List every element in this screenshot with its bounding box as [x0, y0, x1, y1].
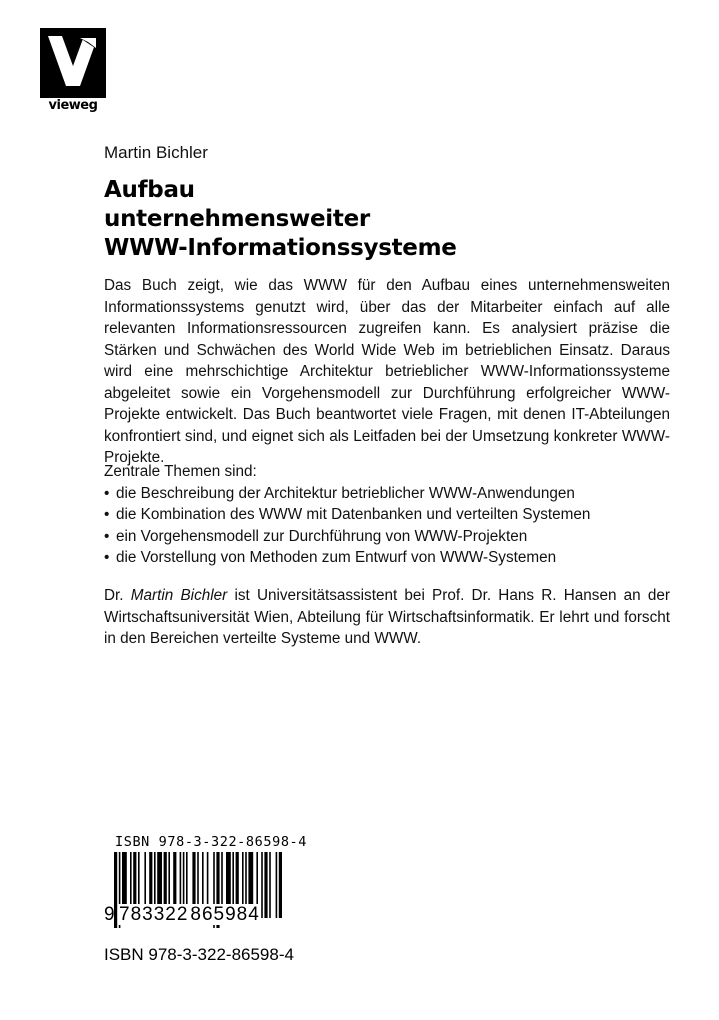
barcode-lead-digit: 9: [104, 904, 116, 925]
publisher-logo-text: vieweg: [48, 98, 98, 113]
list-item: • die Vorstellung von Methoden zum Entwurf von WWW-Systemen: [104, 547, 670, 569]
bio-author-name: Martin Bichler: [130, 587, 228, 604]
barcode-group-1: 783322: [119, 904, 189, 925]
author-name: Martin Bichler: [104, 143, 208, 162]
list-item: • die Kombination des WWW mit Datenbanken und verteilten Systemen: [104, 504, 670, 526]
isbn-label-top: ISBN 978-3-322-86598-4: [115, 834, 308, 850]
isbn-label-bottom: ISBN 978-3-322-86598-4: [104, 945, 294, 964]
list-item: • ein Vorgehensmodell zur Durchführung von WWW-Projekten: [104, 526, 670, 548]
title-line: unternehmensweiter: [104, 206, 370, 232]
title-line: WWW-Informationssysteme: [104, 235, 457, 261]
book-description: Das Buch zeigt, wie das WWW für den Aufbau eines unternehmensweiten Informationssystems genutzt wird, über das der Mitarbeiter einfach auf alle relevanten Informationsressourcen zugreifen kann. Es analysiert präzise die Stärken und Schwächen des World Wide Web im betrieblichen Einsatz. Daraus wird eine mehrschichtige Architektur betrieblicher WWW-Informationssysteme abgeleitet sowie ein Vorgehensmodell zur Durchführung erfolgreicher WWW-Projekte entwickelt. Das Buch beantwortet viele Fragen, mit denen IT-Abteilungen konfrontiert sind, und eignet sich als Leitfaden bei der Umsetzung konkreter WWW-Projekte.: [104, 277, 670, 466]
barcode-digits: [104, 904, 284, 926]
themes-heading: Zentrale Themen sind:: [104, 463, 257, 480]
bullet-icon: •: [104, 549, 110, 566]
list-item: • die Beschreibung der Architektur betrieblicher WWW-Anwendungen: [104, 483, 670, 505]
barcode-group-2: 865984: [190, 904, 260, 925]
author-bio: Dr. Martin Bichler ist Universitätsassistent bei Prof. Dr. Hans R. Hansen an der Wirtschaftsuniversität Wien, Abteilung für Wirtschaftsinformatik. Er lehrt und forscht in den Bereichen verteilte Systeme und WWW.: [104, 587, 670, 647]
themes-section: [104, 461, 670, 569]
title-line: Aufbau: [104, 177, 195, 203]
book-title: [104, 176, 664, 263]
bullet-icon: •: [104, 527, 110, 545]
themes-list: [104, 483, 670, 569]
bullet-icon: •: [104, 506, 110, 523]
bullet-icon: •: [104, 484, 110, 502]
